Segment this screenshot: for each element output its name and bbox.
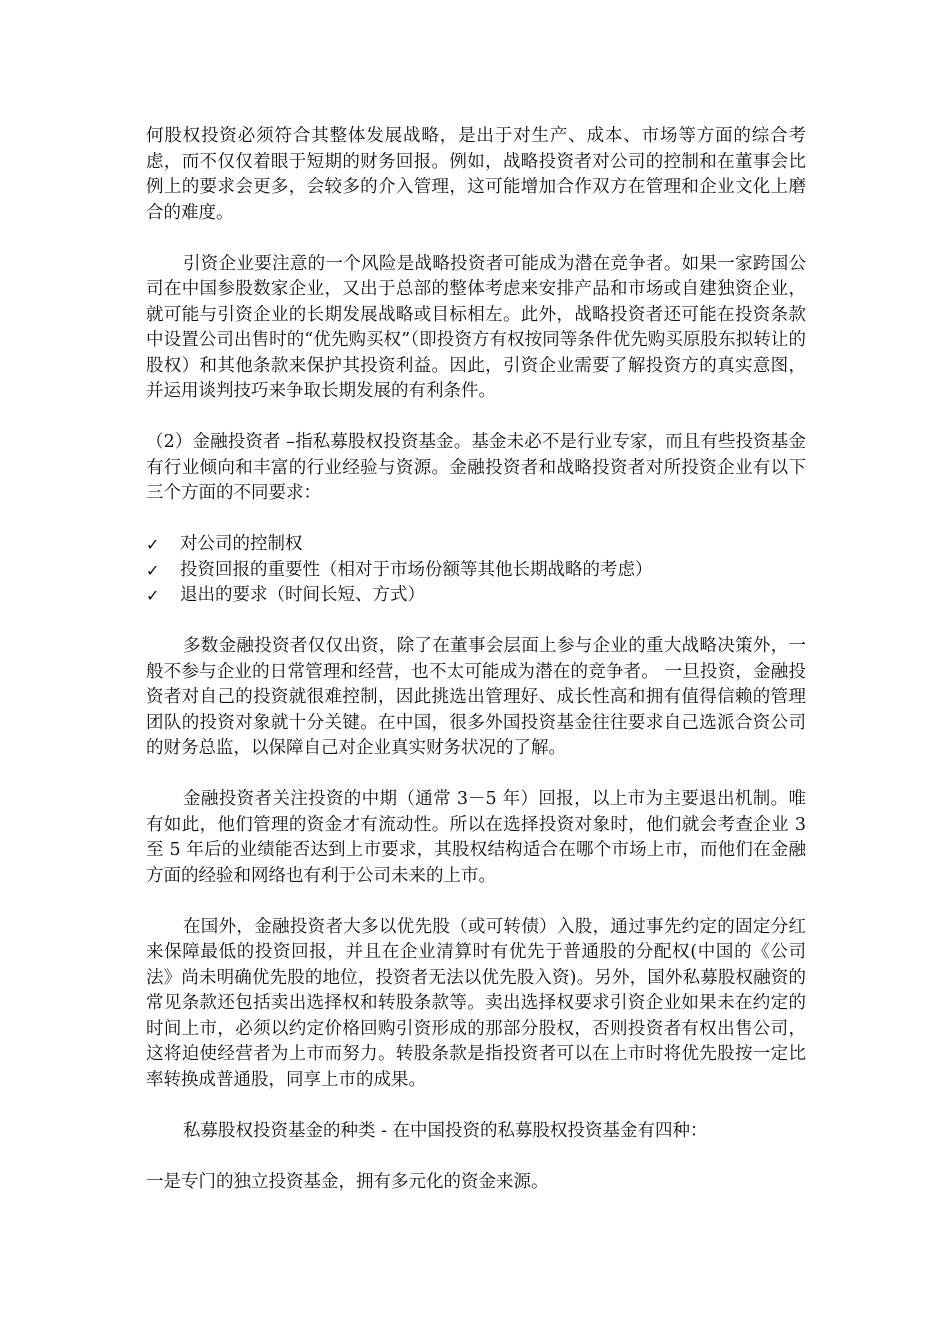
paragraph-preferred-shares: 在国外，金融投资者大多以优先股（或可转债）入股，通过事先约定的固定分红来保障最低的投资回报，并且在企业清算时有优先于普通股的分配权(中国的《公司法》尚未明确优先股的地位，投资者无法以优先股入资)。另外，国外私募股权融资的常见条款还包括卖出选择权和转股条款等。卖出选择权要求引资企业如果未在约定的时间上市，必须以约定价格回购引资形成的那部分股权，否则投资者有权出售公司，这将迫使经营者为上市而努力。转股条款是指投资者可以在上市时将优先股按一定比率转换成普通股，同享上市的成果。 bbox=[146, 916, 806, 1090]
paragraph-strategic-considerations: 何股权投资必须符合其整体发展战略，是出于对生产、成本、市场等方面的综合考虑，而不仅仅着眼于短期的财务回报。例如，战略投资者对公司的控制和在董事会比例上的要求会更多，会较多的介入管理，这可能增加合作双方在管理和企业文化上磨合的难度。 bbox=[146, 126, 806, 223]
list-item-text: 投资回报的重要性（相对于市场份额等其他长期战略的考虑） bbox=[180, 559, 653, 580]
list-item-text: 退出的要求（时间长短、方式） bbox=[180, 585, 425, 605]
paragraph-financial-investor-role: 多数金融投资者仅仅出资，除了在董事会层面上参与企业的重大战略决策外，一般不参与企业的日常管理和经营，也不太可能成为潜在的竞争者。 一旦投资，金融投资者对自己的投资就很难控制，因此挑选出管理好、成长性高和拥有值得信赖的管理团队的投资对象就十分关键。在中国，很多外国投资基金往往要求自己选派合资公司的财务总监，以保障自己对企业真实财务状况的了解。 bbox=[146, 636, 806, 758]
paragraph-competitor-risk: 引资企业要注意的一个风险是战略投资者可能成为潜在竞争者。如果一家跨国公司在中国参股数家企业，又出于总部的整体考虑来安排产品和市场或自建独资企业，就可能与引资企业的长期发展战略或目标相左。此外，战略投资者还可能在投资条款中设置公司出售时的“优先购买权”（即投资方有权按同等条件优先购买原股东拟转让的股权）和其他条款来保护其投资利益。因此，引资企业需要了解投资方的真实意图，并运用谈判技巧来争取长期发展的有利条件。 bbox=[146, 253, 806, 401]
list-item bbox=[146, 583, 806, 609]
checkmark-icon: ✓ bbox=[146, 535, 160, 554]
paragraph-financial-investor: （2）金融投资者 –指私募股权投资基金。基金未必不是行业专家，而且有些投资基金有行业倾向和丰富的行业经验与资源。金融投资者和战略投资者对所投资企业有以下三个方面的不同要求： bbox=[146, 432, 806, 503]
checkmark-icon: ✓ bbox=[146, 560, 160, 580]
paragraph-fund-types-heading: 私募股权投资基金的种类 - 在中国投资的私募股权投资基金有四种： bbox=[183, 1120, 708, 1141]
list-item bbox=[146, 532, 806, 558]
paragraph-independent-fund: 一是专门的独立投资基金，拥有多元化的资金来源。 bbox=[146, 1171, 549, 1192]
list-item-text: 对公司的控制权 bbox=[180, 534, 303, 554]
list-item bbox=[146, 558, 806, 584]
requirements-checklist bbox=[146, 532, 806, 609]
paragraph-mid-term-returns: 金融投资者关注投资的中期（通常 3－5 年）回报，以上市为主要退出机制。唯有如此，他们管理的资金才有流动性。所以在选择投资对象时，他们就会考查企业 3 至 5 年后的业绩能否达到上市要求，其股权结构适合在哪个市场上市，而他们在金融方面的经验和网络也有利于公司未来的上市。 bbox=[146, 789, 806, 886]
document-page bbox=[146, 124, 806, 1221]
checkmark-icon: ✓ bbox=[146, 586, 160, 605]
